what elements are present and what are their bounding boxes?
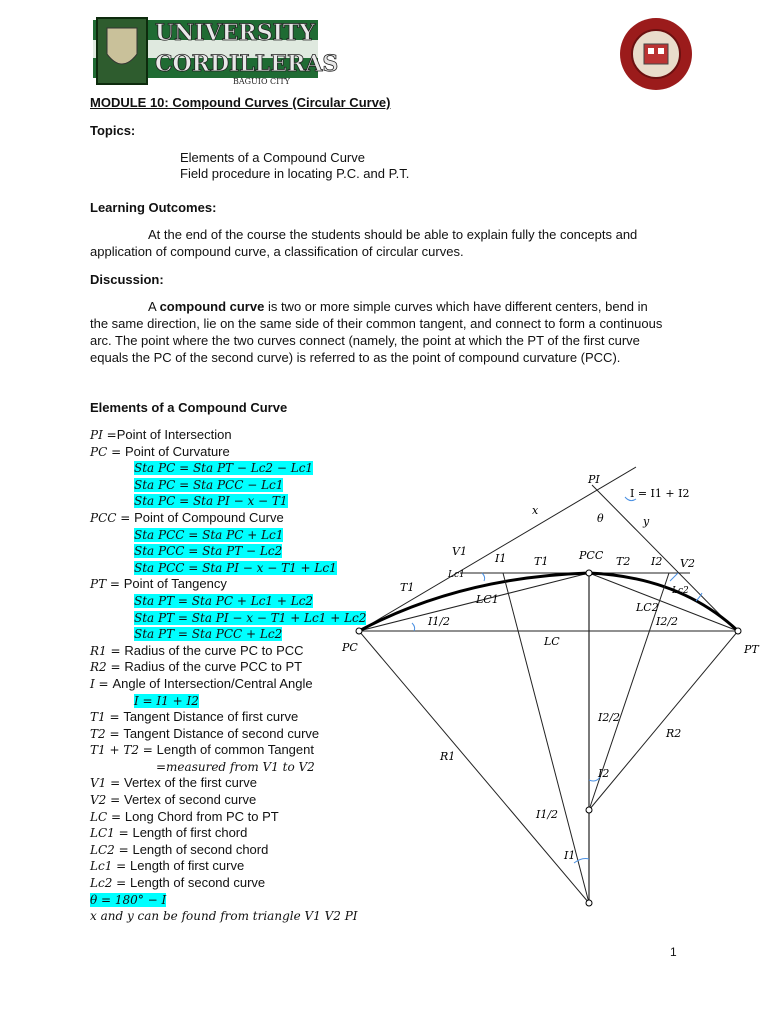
label-pc: PC (342, 641, 358, 654)
label-i-eq: I = I1 + I2 (630, 487, 690, 500)
definition-row: Sta PC = Sta PCC − Lc1 (134, 477, 284, 492)
definition-row: V2 = Vertex of second curve (90, 792, 257, 808)
definition-row: LC2 = Length of second chord (90, 841, 269, 857)
label-i1: I1 (495, 552, 507, 565)
college-seal (618, 16, 694, 92)
label-i2-center: I2 (598, 767, 610, 780)
definition-row: T1 + T2 = Length of common Tangent (90, 742, 314, 758)
label-i2-half: I2/2 (656, 615, 679, 628)
compound-curve-term: compound curve (159, 299, 265, 314)
discussion-heading: Discussion: (90, 272, 164, 287)
definition-row: x and y can be found from triangle V1 V2 PI (90, 909, 358, 924)
label-i2-half-center: I2/2 (598, 711, 621, 724)
definition-row: Sta PC = Sta PT − Lc2 − Lc1 (134, 461, 314, 476)
definition-row: T1 = Tangent Distance of first curve (90, 709, 299, 725)
label-pt: PT (744, 643, 759, 656)
learning-outcomes-heading: Learning Outcomes: (90, 200, 217, 215)
university-logo (93, 14, 339, 88)
definition-row: T2 = Tangent Distance of second curve (90, 725, 320, 741)
definition-row: Sta PCC = Sta PC + Lc1 (134, 527, 284, 542)
pcc-point (586, 570, 592, 576)
definition-row: Lc2 = Length of second curve (90, 875, 266, 891)
label-y: y (643, 515, 650, 528)
discussion-text: A compound curve is two or more simple curves which have different centers, bend in the same direction, lie on the same side of their common tangent, and connect to form a continuous arc. The point where the two curves connect (namely, the point at which the PT of the first curve equals the PC of the second curve) is referred to as the point of compound curvature (PCC). (90, 299, 663, 365)
topics-heading: Topics: (90, 123, 136, 138)
definition-row: I = Angle of Intersection/Central Angle (90, 675, 313, 691)
radius-1 (359, 631, 589, 903)
label-i1-half: I1/2 (428, 615, 451, 628)
label-x: x (532, 504, 539, 517)
pc-point (356, 628, 362, 634)
definition-row: R1 = Radius of the curve PC to PCC (90, 642, 304, 658)
page-number: 1 (670, 945, 677, 959)
pt-point (735, 628, 741, 634)
definition-row: Lc1 = Length of first curve (90, 858, 245, 874)
definition-row: Sta PCC = Sta PI − x − T1 + Lc1 (134, 560, 337, 575)
label-i1-half-center: I1/2 (536, 808, 559, 821)
chord-1 (359, 573, 589, 631)
module-title: MODULE 10: Compound Curves (Circular Curve) (90, 95, 391, 110)
forward-tangent (592, 485, 738, 633)
label-lc1-curve: Lc1 (448, 570, 465, 580)
label-t2: T2 (616, 555, 631, 568)
topic-item: Elements of a Compound Curve (180, 150, 365, 165)
definition-row: Sta PT = Sta PCC + Lc2 (134, 627, 283, 642)
center-1-point (586, 900, 592, 906)
label-t1: T1 (534, 555, 549, 568)
center-2-point (586, 807, 592, 813)
definition-row: LC = Long Chord from PC to PT (90, 808, 279, 824)
svg-text:CORDILLERAS: CORDILLERAS (155, 51, 339, 77)
label-pi: PI (588, 473, 600, 486)
label-i1-center: I1 (564, 849, 576, 862)
svg-text:BAGUIO CITY: BAGUIO CITY (233, 77, 290, 86)
definition-row: Sta PC = Sta PI − x − T1 (134, 494, 288, 509)
definition-row: Sta PT = Sta PI − x − T1 + Lc1 + Lc2 (134, 610, 367, 625)
definition-row: I = I1 + I2 (134, 693, 199, 708)
definition-row: R2 = Radius of the curve PCC to PT (90, 659, 303, 675)
svg-text:UNIVERSITY: UNIVERSITY (155, 20, 315, 46)
elements-heading: Elements of a Compound Curve (90, 400, 288, 415)
label-r2: R2 (666, 727, 682, 740)
label-v2: V2 (680, 557, 695, 570)
label-lc2-chord: LC2 (636, 601, 659, 614)
label-lc1-chord: LC1 (476, 593, 499, 606)
label-lc: LC (544, 635, 560, 648)
definition-row: PCC = Point of Compound Curve (90, 509, 284, 525)
definition-row: PT = Point of Tangency (90, 576, 227, 592)
definition-row: PI =Point of Intersection (90, 427, 232, 442)
label-i2: I2 (651, 555, 663, 568)
label-lc2-curve: Lc2 (672, 586, 689, 596)
definition-row: =measured from V1 to V2 (156, 759, 315, 774)
definition-row: LC1 = Length of first chord (90, 825, 248, 841)
definition-row: Sta PCC = Sta PT − Lc2 (134, 544, 283, 559)
label-t1-side: T1 (400, 581, 415, 594)
label-r1: R1 (440, 750, 456, 763)
compound-curve-diagram (340, 465, 768, 915)
definition-row: Sta PT = Sta PC + Lc1 + Lc2 (134, 593, 314, 608)
label-v1: V1 (452, 545, 467, 558)
topic-item: Field procedure in locating P.C. and P.T. (180, 166, 410, 181)
bisector-1 (503, 573, 589, 903)
definitions-list (90, 427, 370, 925)
learning-outcomes-text: At the end of the course the students should be able to explain fully the concepts and application of compound curve, a classification of circular curves. (90, 227, 638, 259)
definition-row: θ = 180° − I (90, 892, 167, 907)
definition-row: V1 = Vertex of the first curve (90, 775, 257, 791)
label-theta: θ (597, 512, 604, 525)
label-pcc: PCC (579, 549, 604, 562)
definition-row: PC = Point of Curvature (90, 443, 230, 459)
